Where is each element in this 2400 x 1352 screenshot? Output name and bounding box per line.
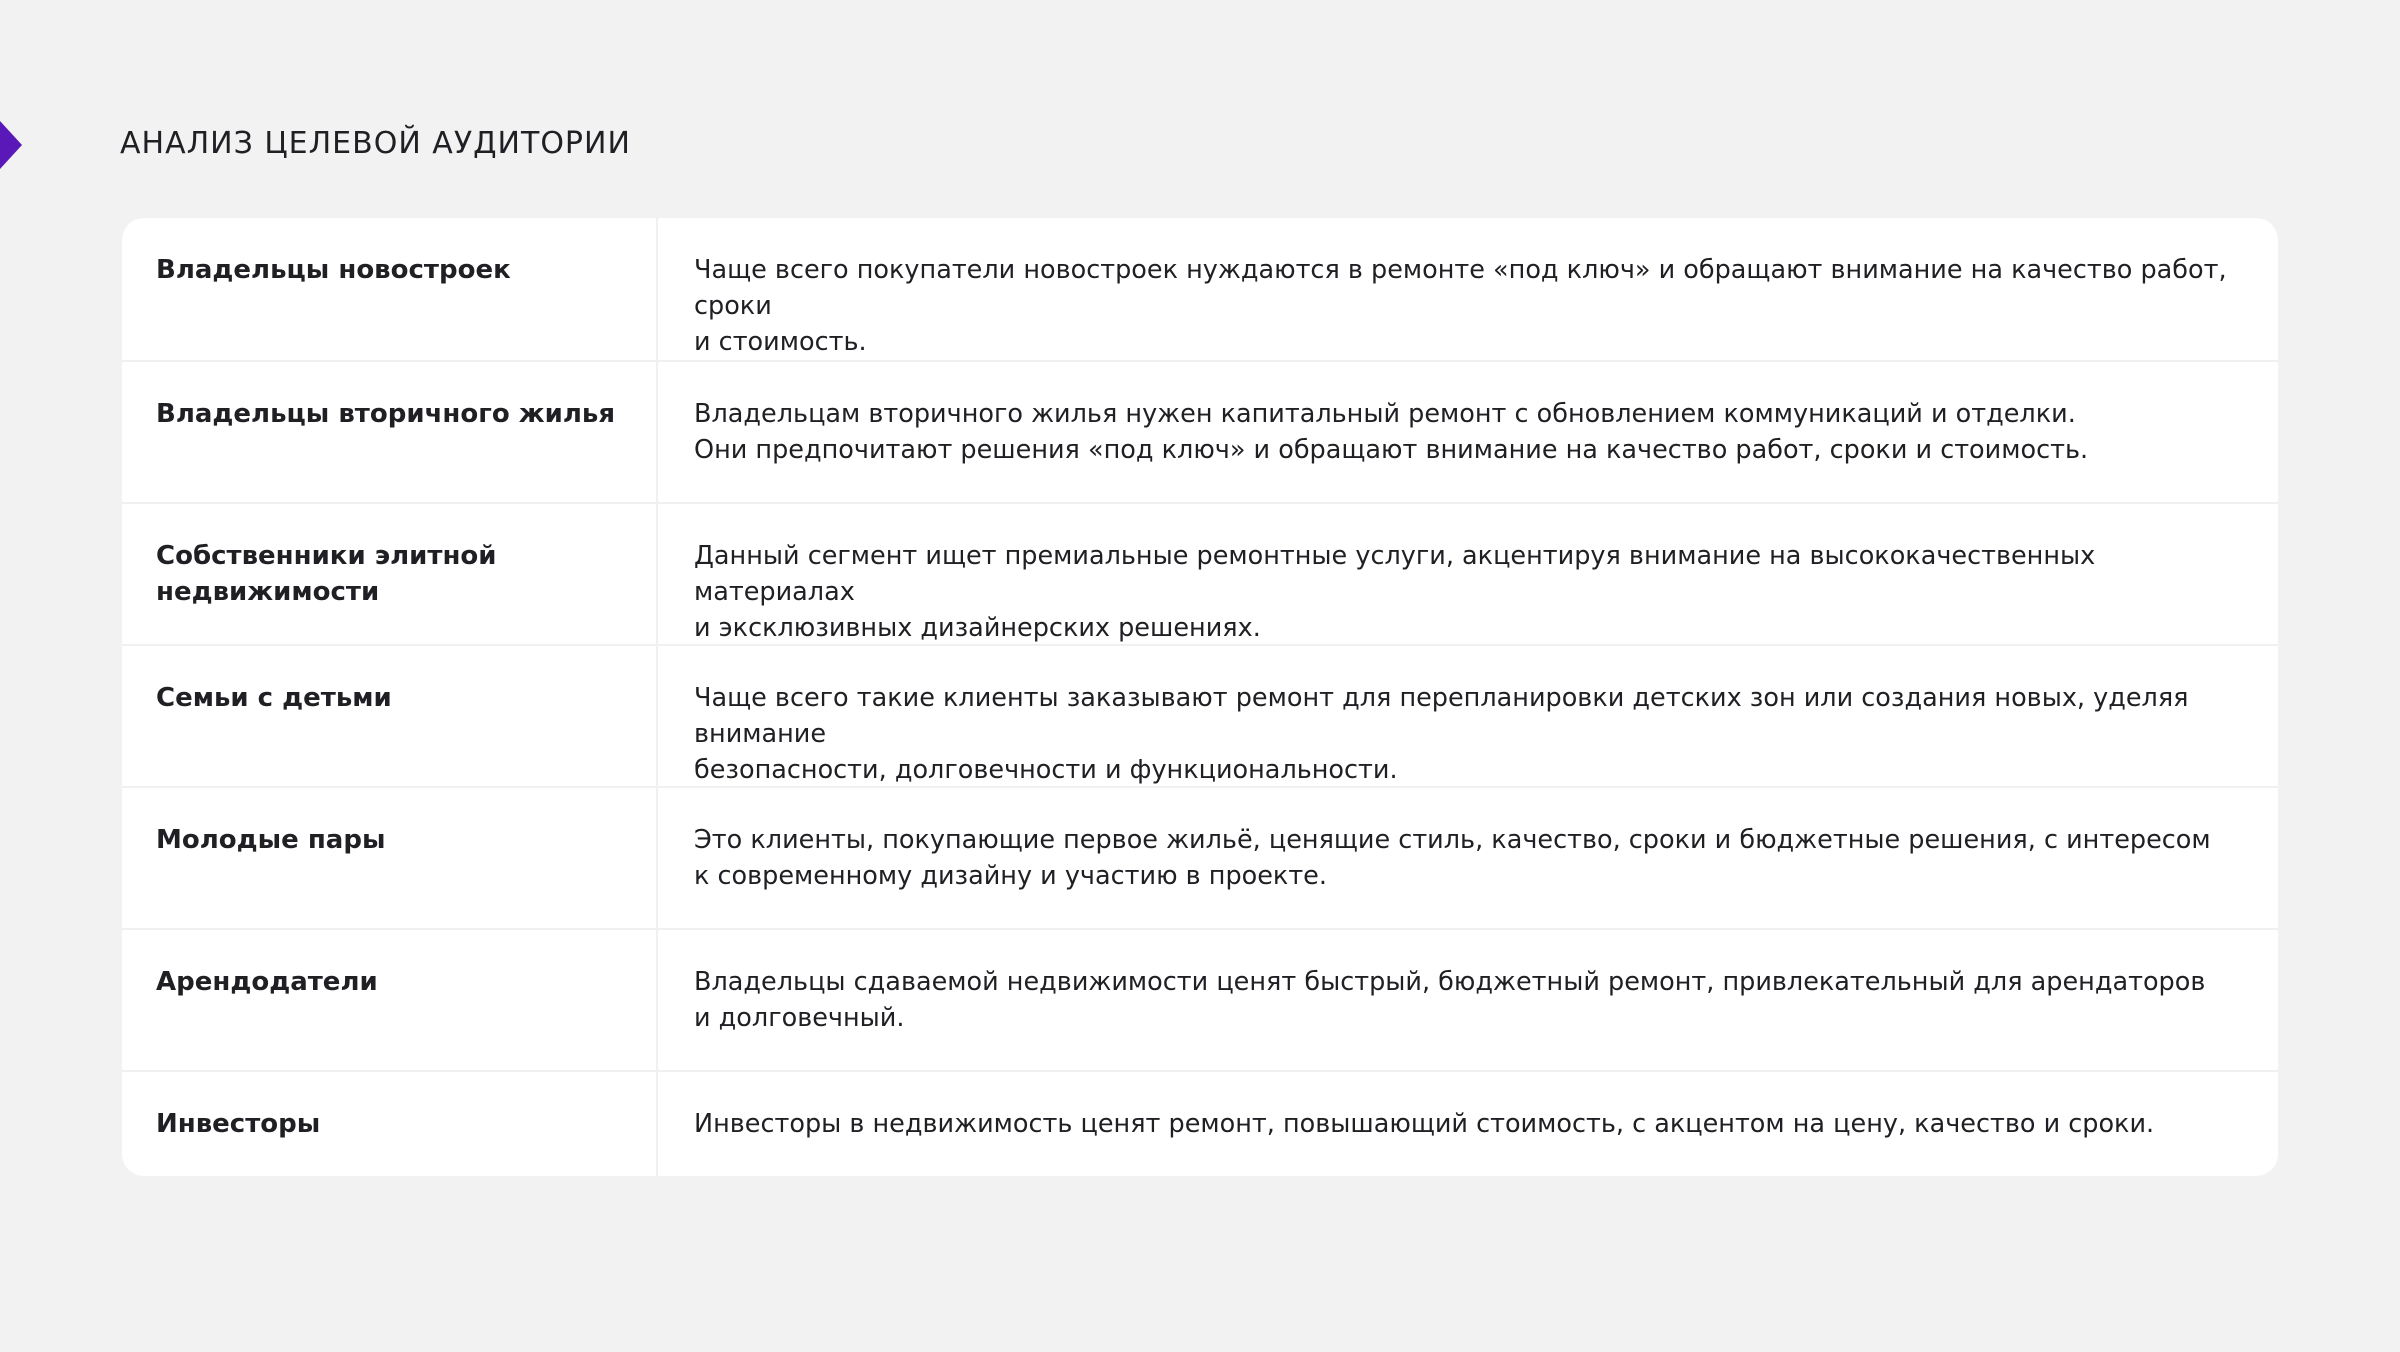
- audience-table: [122, 218, 2278, 1176]
- table-row: [122, 786, 2278, 928]
- page-title: АНАЛИЗ ЦЕЛЕВОЙ АУДИТОРИИ: [120, 126, 631, 161]
- segment-name: Собственники элитной недвижимости: [122, 504, 658, 644]
- table-row: [122, 218, 2278, 360]
- table-row: [122, 644, 2278, 786]
- table-row: [122, 360, 2278, 502]
- segment-description: Владельцы сдаваемой недвижимости ценят быстрый, бюджетный ремонт, привлекательный для арендаторов и долговечный.: [694, 967, 2206, 1033]
- segment-description: Данный сегмент ищет премиальные ремонтные услуги, акцентируя внимание на высококачественных материалах и эксклюзивных дизайнерских решениях.: [694, 541, 2096, 643]
- segment-name: Семьи с детьми: [122, 646, 658, 786]
- table-row: [122, 1070, 2278, 1176]
- segment-description: Инвесторы в недвижимость ценят ремонт, повышающий стоимость, с акцентом на цену, качество и сроки.: [694, 1109, 2155, 1139]
- segment-description: Чаще всего такие клиенты заказывают ремонт для перепланировки детских зон или создания новых, уделяя внимание безопасности, долговечности и функциональности.: [694, 683, 2189, 785]
- segment-description: Это клиенты, покупающие первое жильё, ценящие стиль, качество, сроки и бюджетные решения, с интересом к современному дизайну и участию в проекте.: [694, 825, 2211, 891]
- accent-marker: [0, 121, 22, 169]
- segment-name: Молодые пары: [122, 788, 658, 928]
- segment-name: Инвесторы: [122, 1072, 658, 1176]
- segment-description: Чаще всего покупатели новостроек нуждаются в ремонте «под ключ» и обращают внимание на качество работ, сроки и стоимость.: [694, 255, 2227, 357]
- segment-description: Владельцам вторичного жилья нужен капитальный ремонт с обновлением коммуникаций и отделки. Они предпочитают решения «под ключ» и обращают внимание на качество работ, сроки и стоимость.: [694, 399, 2089, 465]
- table-row: [122, 502, 2278, 644]
- table-row: [122, 928, 2278, 1070]
- segment-name: Арендодатели: [122, 930, 658, 1070]
- segment-name: Владельцы вторичного жилья: [122, 362, 658, 502]
- segment-name: Владельцы новостроек: [122, 218, 658, 360]
